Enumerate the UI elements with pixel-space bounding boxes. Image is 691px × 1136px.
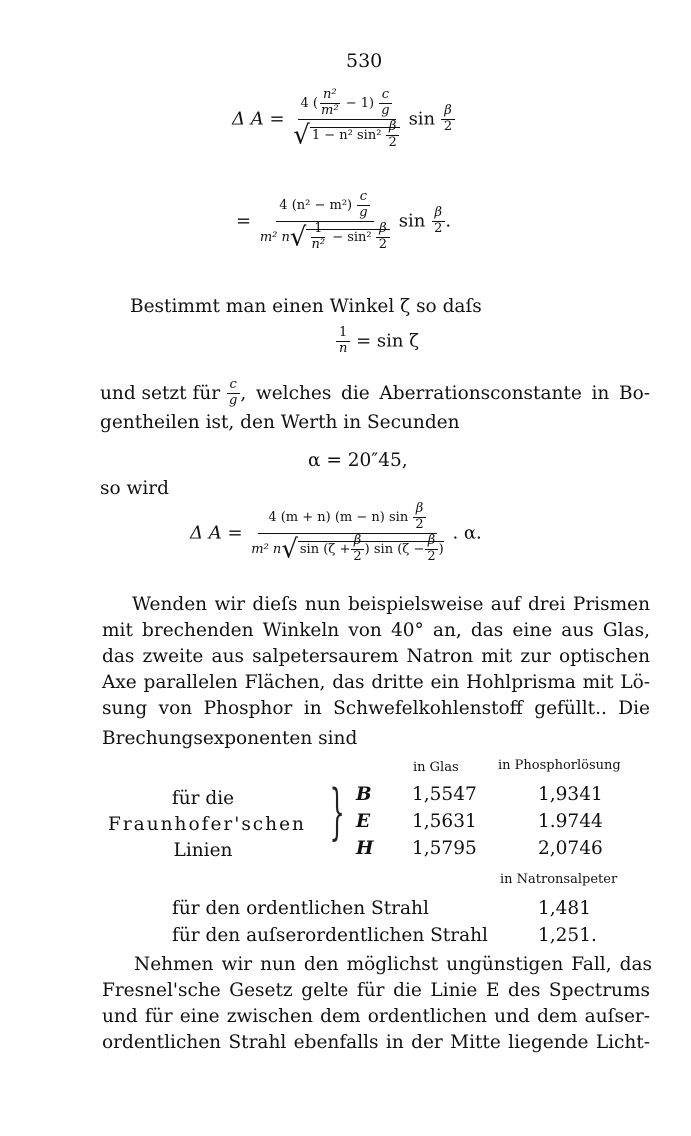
paragraph-line: und für eine zwischen dem ordentlichen und dem auſser- [102,1006,650,1027]
eq5-denpre: m² n [251,541,282,557]
equation-3 [336,326,419,357]
cell-value: 1,251. [538,925,597,946]
cell-glas: 1,5795 [412,838,477,859]
eq1-beta2: β [441,104,455,120]
cell-label: für den ordentlichen Strahl [172,898,429,919]
eq2-beta: β [376,222,390,238]
table-row [356,781,603,808]
table-row [356,835,603,862]
text2c: c [227,378,240,394]
cell-value: 1,481 [538,898,591,919]
table-header-natron: in Natronsalpeter [500,872,618,887]
paragraph-line: mit brechenden Winkeln von 40° an, das eine aus Glas, [102,620,650,641]
equation-2: = 4 (n² − m²) $\frac{c}{g}$ m² n√ $\frac{1}{\text{n²}}$ − sin² $\frac{\beta}{2}$ sin $\frac{\beta}{2}$ . [236,189,452,253]
eq1-num: 4 ( [300,95,319,111]
eq2-one: 1 [311,222,325,238]
table-row [172,895,597,922]
cell-line: H [356,838,374,859]
brace: } [329,777,345,847]
eq2-c: c [357,190,370,206]
eq2-denmid: − sin² [332,229,372,245]
eq1-sin: sin [408,108,436,130]
text2g: g [229,392,238,408]
table-data-2 [172,895,597,949]
label-line: Fraunhofer'schen [108,814,306,835]
eq5-num: 4 (m + n) (m − n) sin [268,509,409,525]
table-row [356,808,603,835]
eq5-end: . α. [452,522,482,544]
paragraph-line: Fresnel'sche Gesetz gelte für die Linie E des Spectrums [102,980,650,1001]
eq2-g: g [359,204,368,220]
eq2-num: 4 (n² − m²) [279,197,353,213]
eq2-two: 2 [378,236,388,252]
eq2-beta2: β [432,206,446,222]
cell-glas: 1,5547 [412,784,477,805]
eq1-beta: β [386,120,400,136]
text-line: Bestimmt man einen Winkel ζ so daſs [130,296,482,317]
eq2-end: . [445,210,452,232]
paragraph-line: Nehmen wir nun den möglichst ungünstigen Fall, das [134,954,652,975]
eq1-two2: 2 [443,118,453,134]
equation-5: Δ A = 4 (m + n) (m − n) sin $\frac{\beta}{2}$ m² n√ sin (ζ + $\frac{\beta}{2}$ ) sin (ζ − $\frac{\beta}{2}$ ) . α. [190,501,482,565]
equation-4: α = 20″45, [308,450,408,471]
eq1-g: g [381,102,390,118]
table-header-glas: in Glas [413,760,459,775]
page-number: 530 [346,50,383,72]
eq1-lhs: Δ A = [232,108,285,130]
eq1-den: 1 − n² sin² [311,127,382,143]
label-line: für die [171,788,235,809]
text-line [100,378,650,409]
eq5-two2: 2 [353,548,362,564]
equation-1: Δ A = 4 ( $\frac{\text{n²}}{\text{m²}}$ − 1) $\frac{c}{g}$ √ 1 − n² sin² $\frac{\beta}{2}$ sin $\frac{\beta}{2}$ [232,88,455,151]
eq5-beta2: β [351,534,365,550]
eq1-n2: n² [320,88,340,104]
table-header-phosphor: in Phosphorlösung [498,758,621,773]
eq5-two: 2 [415,516,424,532]
paragraph-line: Wenden wir dieſs nun beispielsweise auf drei Prismen [132,594,650,615]
paragraph-line: Axe parallelen Flächen, das dritte ein Hohlprisma mit Lö- [102,672,650,693]
text2b: , welches die Aberrationsconstante in Bo- [240,382,650,404]
cell-line: B [356,784,372,805]
paragraph-line: Brechungsexponenten sind [102,728,358,749]
cell-label: für den auſserordentlichen Strahl [172,925,488,946]
eq2-two2: 2 [434,220,443,236]
paragraph-line: ordentlichen Strahl ebenfalls in der Mitte liegende Licht- [102,1032,650,1053]
eq1-two: 2 [388,134,397,150]
text2a: und setzt für [100,382,221,404]
cell-phosphor: 1,9341 [538,784,603,805]
text-line: gentheilen ist, den Werth in Secunden [100,412,460,433]
eq1-numb: − 1) [345,95,375,111]
cell-phosphor: 2,0746 [538,838,603,859]
eq1-c: c [379,88,392,104]
eq1-m2: m² [321,102,339,118]
table-row [172,922,597,949]
eq2-sin: sin [398,210,426,232]
label-line: Linien [173,840,233,861]
eq5-beta3: β [425,534,439,550]
eq5-denc: ) [438,541,444,557]
eq2-n2: n² [311,236,326,252]
eq2-eq: = [236,210,252,232]
eq5-beta: β [413,502,427,518]
eq5-lhs: Δ A = [190,522,243,544]
table-data [356,781,603,862]
paragraph-line: das zweite aus salpetersaurem Natron mit zur optischen [102,646,650,667]
paragraph-line: sung von Phosphor in Schwefelkohlenstoff gefüllt.. Die [102,698,650,719]
cell-glas: 1,5631 [412,811,477,832]
eq3-one: 1 [336,326,350,342]
eq3-rhs: = sin ζ [356,330,419,352]
eq5-dena: sin (ζ + [299,541,351,557]
table-row-label [108,786,306,864]
cell-phosphor: 1.9744 [538,811,603,832]
eq3-n: n [339,340,348,356]
eq2-denpre: m² n [259,229,290,245]
text-line: so wird [100,478,169,499]
eq5-two3: 2 [427,548,436,564]
cell-line: E [356,811,371,832]
eq5-denb: ) sin (ζ − [364,541,425,557]
